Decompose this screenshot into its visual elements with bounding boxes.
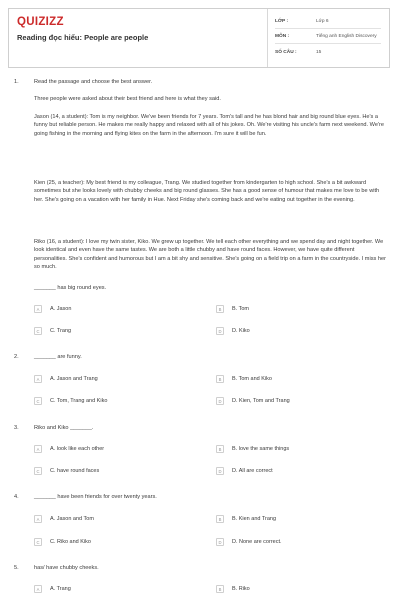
option-text: C. Riko and Kiko — [50, 539, 91, 545]
option-letter: A — [34, 585, 42, 593]
option-text: B. Tom and Kiko — [232, 376, 272, 382]
option-text: D. Kien, Tom and Trang — [232, 398, 290, 404]
question-3-number: 3. — [14, 425, 19, 431]
option-letter: B — [216, 445, 224, 453]
option-text: A. Jason and Trang — [50, 376, 98, 382]
question-5-number: 5. — [14, 565, 19, 571]
option-letter: B — [216, 515, 224, 523]
passage-paragraph-kien: Kien (25, a teacher): My best friend is my colleague, Trang. We studied together from kindergarten to high school. She's a bit awkward sometimes but she looks lovely with chubby cheeks and big round glasses. She has a good sense of humour that makes me love to be with her. She's going on a vacation with her family in Hue. Next Friday she's coming back and we're eating out together in the evening. — [34, 180, 380, 203]
option-letter: D — [216, 327, 224, 335]
question-1-instruction: Read the passage and choose the best answer. — [34, 79, 153, 85]
option-letter: A — [34, 515, 42, 523]
option-text: C. Trang — [50, 328, 72, 334]
meta-subject-value: Tiếng anh English Discovery — [316, 34, 377, 39]
option-text: D. Kiko — [232, 328, 250, 334]
option-text: C. Tom, Trang and Kiko — [50, 398, 108, 404]
question-5-stem: has/ have chubby cheeks. — [34, 565, 99, 571]
worksheet-title: Reading đọc hiểu: People are people — [17, 33, 149, 42]
option-text: A. Jason — [50, 306, 72, 312]
question-4-stem: _______ have been friends for over twenty years. — [34, 494, 157, 500]
option-letter: B — [216, 585, 224, 593]
passage-intro: Three people were asked about their best friend and here is what they said. — [34, 96, 221, 102]
meta-count-label: SỐ CÂU : — [275, 50, 297, 55]
option-text: A. look like each other — [50, 446, 105, 452]
option-letter: A — [34, 375, 42, 383]
option-letter: C — [34, 467, 42, 475]
option-text: A. Jason and Tom — [50, 516, 94, 522]
option-text: B. Riko — [232, 586, 250, 592]
meta-grade-label: LỚP : — [275, 19, 289, 24]
question-3-stem: Riko and Kiko _______. — [34, 425, 94, 431]
meta-grade-value: Lớp 6 — [316, 19, 329, 24]
meta-subject-label: MÔN : — [275, 34, 290, 39]
question-2-stem: _______ are funny. — [34, 354, 82, 360]
question-1-stem: _______ has big round eyes. — [34, 285, 107, 291]
passage-paragraph-jason: Jason (14, a student): Tom is my neighbor. We've been friends for 7 years. Tom's tall and he has blond hair and big round blue eyes. He's a funny but reliable person. He makes me really happy and relaxed with all of his jokes. Oh. We're visiting his uncle's farm next weekend. We're going fishing in the morning and flying kites on the farm in the afternoon. I'm sure it will be fun. — [34, 114, 384, 137]
meta-count-value: 15 — [316, 50, 322, 55]
quizizz-logo: QUIZIZZ — [17, 16, 64, 28]
option-letter: B — [216, 305, 224, 313]
question-2-number: 2. — [14, 354, 19, 360]
option-letter: C — [34, 538, 42, 546]
option-text: A. Trang — [50, 586, 71, 592]
option-letter: D — [216, 467, 224, 475]
question-1-number: 1. — [14, 79, 19, 85]
option-letter: B — [216, 375, 224, 383]
option-text: B. love the same things — [232, 446, 290, 452]
option-letter: A — [34, 445, 42, 453]
option-letter: C — [34, 327, 42, 335]
passage-paragraph-riko: Riko (16, a student): I love my twin sister, Kiko. We grew up together. We tell each other everything and we spend day and night together. We look identical and even have the same tastes. We are both a little chubby and have round faces. However, we have quite different personalities. She's confident and humorous but I am a bit shy and sensitive. She's going on a field trip on a farm in the countryside. I miss her so much. — [34, 239, 386, 270]
option-letter: C — [34, 397, 42, 405]
option-text: B. Tom — [232, 306, 250, 312]
option-text: B. Kien and Trang — [232, 516, 277, 522]
option-letter: D — [216, 397, 224, 405]
header-divider — [267, 9, 268, 67]
worksheet-header — [8, 8, 390, 68]
option-text: C. have round faces — [50, 468, 100, 474]
option-text: D. All are correct — [232, 468, 273, 474]
option-letter: A — [34, 305, 42, 313]
question-4-number: 4. — [14, 494, 19, 500]
option-letter: D — [216, 538, 224, 546]
option-text: D. None are correct. — [232, 539, 282, 545]
